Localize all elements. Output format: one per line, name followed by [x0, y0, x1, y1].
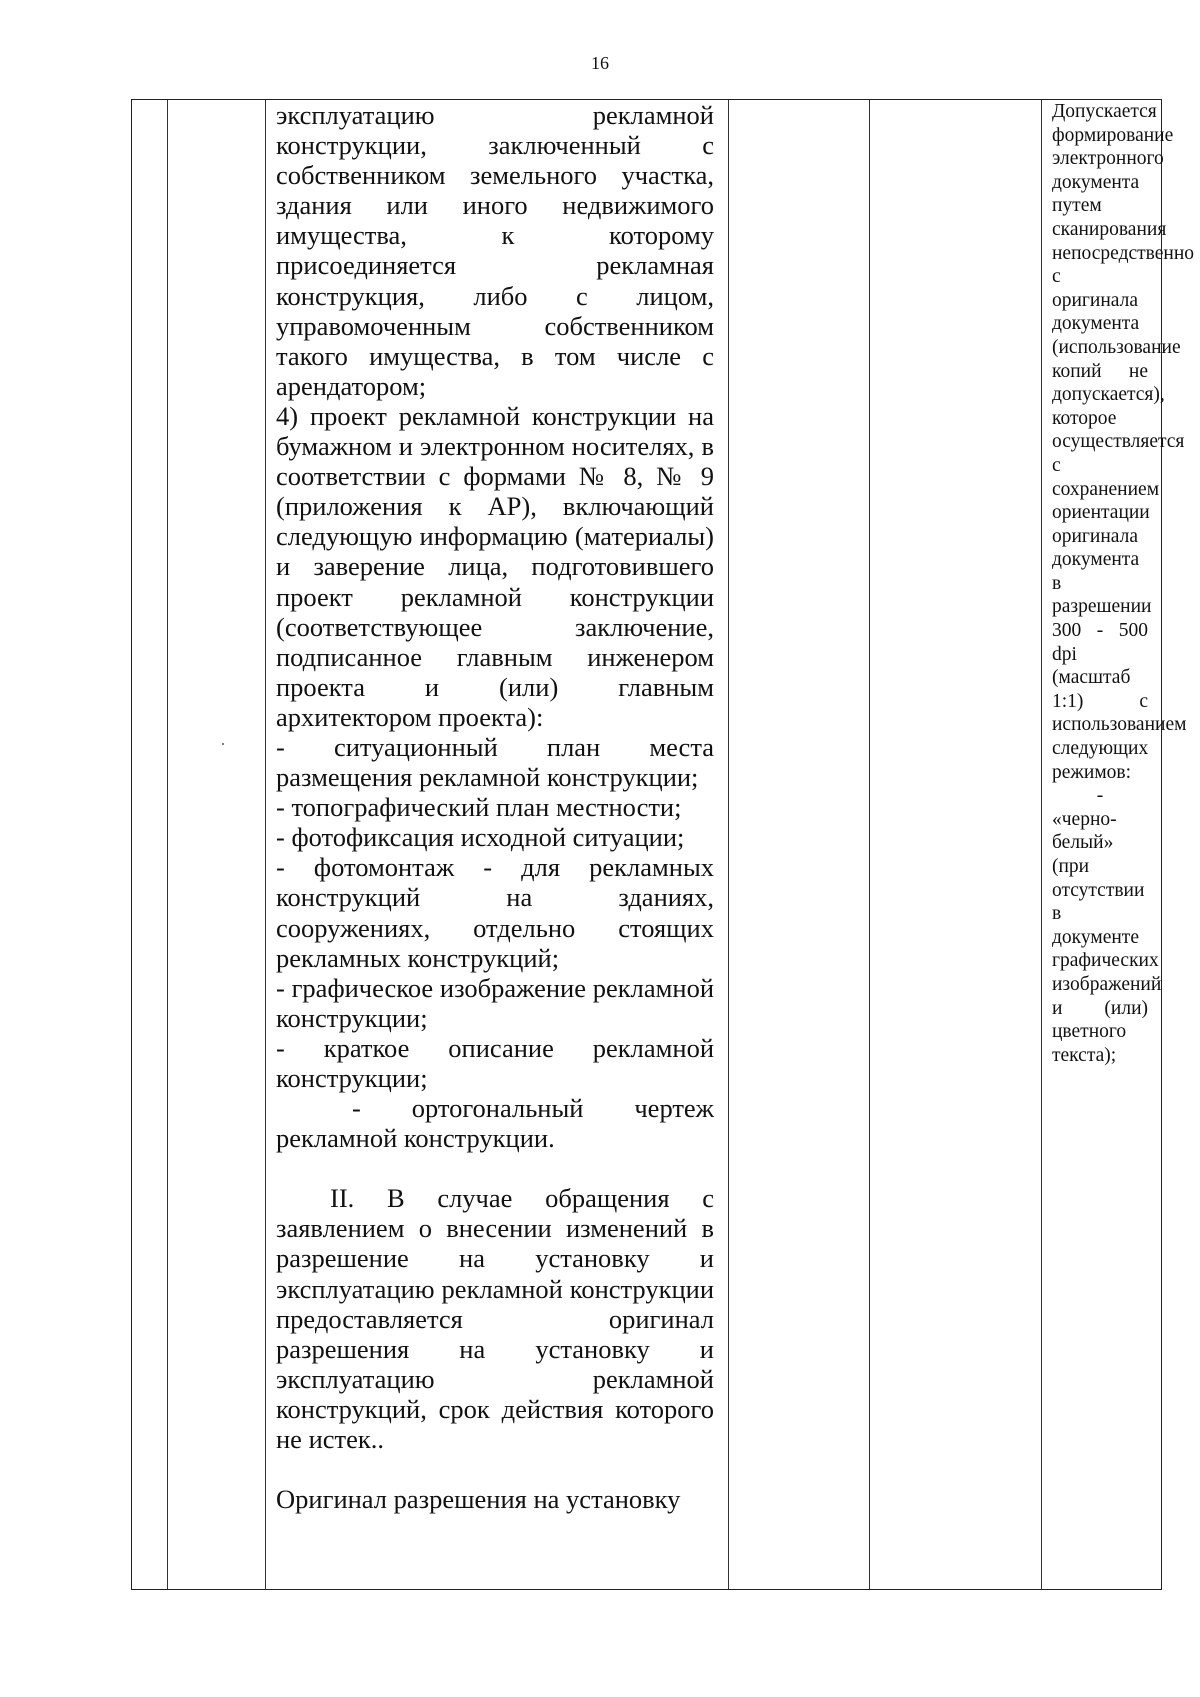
paragraph-gap: [276, 1454, 714, 1484]
paragraph-lease-agreement: эксплуатацию рекламной конструкции, заключенный с собственником земельного участка, здания или иного недвижимого имущества, к которому присоединяется рекламная конструкция, либо с лицом, управомоченным собственником такого имущества, в том числе с арендатором;: [276, 100, 714, 401]
section-ii-paragraph: II. В случае обращения с заявлением о внесении изменений в разрешение на установку и эксплуатацию рекламной конструкции предоставляется оригинал разрешения на установку и эксплуатацию рекламной конструкций, срок действия которого не истек..: [276, 1183, 714, 1455]
column-divider-3: [728, 100, 729, 1589]
list-item-orthogonal-drawing: - ортогональный чертеж рекламной конструкции.: [276, 1093, 714, 1154]
paragraph-gap: [276, 1153, 714, 1183]
page-number: 16: [591, 53, 609, 73]
note-dash: -: [1096, 785, 1104, 807]
note-scanning-requirements: Допускается формирование электронного документа путем сканирования непосредственно с оригинала документа (использование копий не допускается), которое осуществляется с сохранением ориентации оригинала документа в разрешении 300 - 500 dpi (масштаб 1:1) с использованием следующих режимов:: [1052, 101, 1195, 783]
note-black-white-mode: «черно-белый» (при отсутствии в документе графических изображений и (или) цветного текста);: [1052, 808, 1162, 1066]
list-item-graphic-image: - графическое изображение рекламной конструкции;: [276, 972, 714, 1033]
column-divider-1: [167, 100, 168, 1589]
list-item-photomontage: - фотомонтаж - для рекламных конструкций на зданиях, сооружениях, отдельно стоящих рекламных конструкций;: [276, 852, 714, 973]
requirements-cell: [276, 100, 714, 1514]
column-divider-2: [265, 100, 266, 1589]
notes-cell: [1052, 100, 1195, 1067]
list-item-topographic-plan: - топографический план местности;: [276, 792, 682, 823]
list-item-photo-fixation: - фотофиксация исходной ситуации;: [276, 822, 685, 853]
paragraph-original-permit: Оригинал разрешения на установку: [276, 1484, 681, 1515]
list-item-situation-plan: - ситуационный план места размещения рекламной конструкции;: [276, 731, 714, 793]
paragraph-project-documents: 4) проект рекламной конструкции на бумажном и электронном носителях, в соответствии с формами № 8, № 9 (приложения к АР), включающий следующую информацию (материалы) и заверение лица, подготовившего проект рекламной конструкции (соответствующее заключение, подписанное главным инженером проекта и (или) главным архитектором проекта):: [276, 400, 714, 732]
scan-speck: [222, 743, 224, 745]
list-item-short-description: - краткое описание рекламной конструкции;: [276, 1032, 714, 1093]
document-table: [131, 99, 1195, 1590]
column-divider-5: [1041, 100, 1042, 1589]
column-divider-4: [869, 100, 870, 1589]
